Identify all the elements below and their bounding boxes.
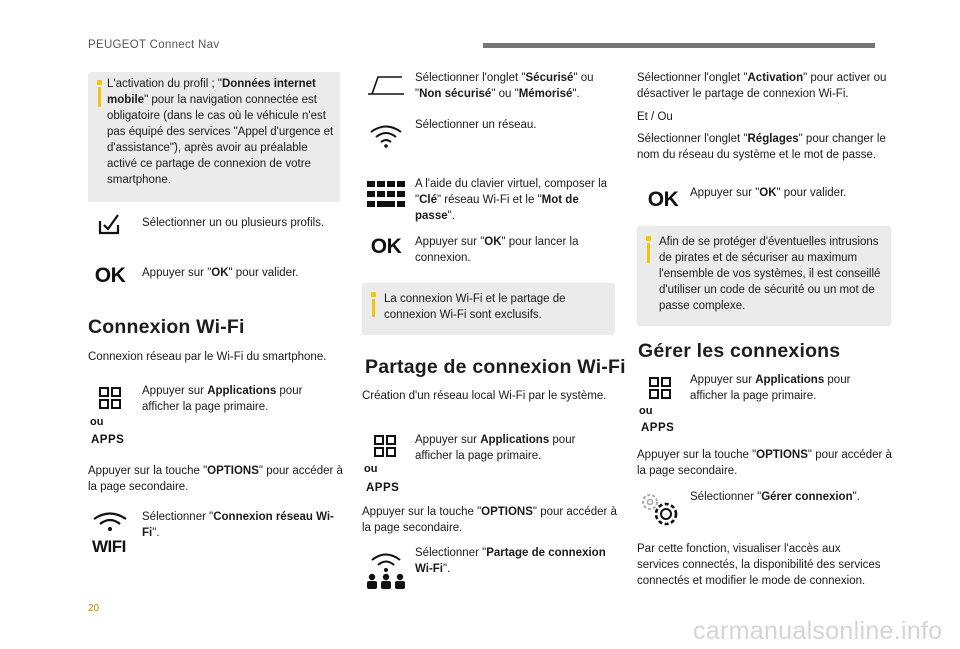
info-note-text: La connexion Wi-Fi et le partage de connexion Wi-Fi sont exclusifs. — [384, 293, 566, 321]
settings-gear-icon — [638, 490, 682, 530]
wifi-network-icon — [368, 123, 404, 149]
section-intro-hotspot: Création d'un réseau local Wi-Fi par le système. — [362, 390, 607, 402]
applications-grid-icon — [96, 384, 124, 412]
step-apps: Appuyer sur Applications pour afficher la page primaire. — [415, 434, 576, 462]
info-note — [88, 72, 340, 202]
section-title-manage: Gérer les connexions — [638, 340, 841, 362]
apps-button-label: APPS — [641, 422, 675, 434]
wifi-label-icon: WIFI — [92, 537, 126, 556]
or-label: ou — [639, 405, 653, 417]
step-options: Appuyer sur la touche "OPTIONS" pour accéder à la page secondaire. — [362, 506, 617, 534]
watermark: carmanualsonline.info — [693, 617, 943, 645]
step-share: Sélectionner "Partage de connexion Wi-Fi". — [415, 547, 606, 575]
step-settings: Sélectionner l'onglet "Réglages" pour changer le nom du réseau du système et le mot de passe. — [637, 133, 886, 161]
section-title-hotspot: Partage de connexion Wi-Fi — [365, 356, 626, 378]
running-header: PEUGEOT Connect Nav — [88, 39, 220, 51]
section-title-wifi: Connexion Wi-Fi — [88, 316, 245, 338]
page-number: 20 — [88, 603, 100, 614]
step-keyboard: A l'aide du clavier virtuel, composer la "Clé" réseau Wi-Fi et le "Mot de passe". — [415, 178, 608, 222]
applications-grid-icon — [646, 374, 674, 402]
header-rule — [483, 43, 875, 48]
section-intro-wifi: Connexion réseau par le Wi-Fi du smartphone. — [88, 351, 327, 363]
info-note — [637, 226, 891, 326]
info-note — [362, 283, 615, 335]
tab-icon — [366, 73, 406, 97]
applications-grid-icon — [371, 432, 399, 460]
hotspot-share-icon — [365, 547, 407, 591]
step-manage: Sélectionner "Gérer connexion". — [690, 491, 860, 503]
step-ok: Appuyer sur "OK" pour valider. — [690, 187, 847, 199]
closing-paragraph: Par cette fonction, visualiser l'accès aux services connectés, la disponibilité des services connectés et modifier le mode de connexion. — [637, 543, 881, 587]
apps-button-label: APPS — [366, 482, 400, 494]
step-select-network: Sélectionner un réseau. — [415, 119, 537, 131]
step-ok: Appuyer sur "OK" pour valider. — [142, 267, 299, 279]
profile-select-icon — [96, 210, 122, 236]
ok-icon: OK — [94, 264, 126, 287]
apps-button-label: APPS — [91, 434, 125, 446]
step-ok-connect: Appuyer sur "OK" pour lancer la connexion. — [415, 236, 579, 264]
info-note-text: L'activation du profil ; "Données internet mobile" pour la navigation connectée est obligatoire (dans le cas où le véhicule n'est pas équipé des services "Appel d'urgence et d'assistance"), après avoir au préalable activé ce partage de connexion de votre smartphone. — [107, 78, 334, 186]
step-select-profiles: Sélectionner un ou plusieurs profils. — [142, 217, 325, 229]
and-or-text: Et / Ou — [637, 111, 673, 123]
wifi-signal-icon — [90, 508, 130, 534]
step-wifi: Sélectionner "Connexion réseau Wi-Fi". — [142, 511, 334, 539]
step-select-tab: Sélectionner l'onglet "Sécurisé" ou "Non sécurisé" ou "Mémorisé". — [415, 72, 594, 100]
info-note-text: Afin de se protéger d'éventuelles intrusions de pirates et de sécuriser au maximum l'ensemble de vos systèmes, il est conseillé d'utiliser un code de sécurité ou un mot de passe complexe. — [659, 236, 881, 312]
step-apps: Appuyer sur Applications pour afficher la page primaire. — [142, 385, 303, 413]
step-options: Appuyer sur la touche "OPTIONS" pour accéder à la page secondaire. — [637, 449, 892, 477]
or-label: ou — [90, 416, 104, 428]
ok-icon: OK — [647, 188, 679, 211]
ok-icon: OK — [370, 235, 402, 258]
step-apps: Appuyer sur Applications pour afficher la page primaire. — [690, 374, 851, 402]
keyboard-icon — [366, 180, 406, 208]
step-options: Appuyer sur la touche "OPTIONS" pour accéder à la page secondaire. — [88, 465, 343, 493]
or-label: ou — [364, 463, 378, 475]
step-activation: Sélectionner l'onglet "Activation" pour activer ou désactiver le partage de connexion Wi-Fi. — [637, 72, 887, 100]
